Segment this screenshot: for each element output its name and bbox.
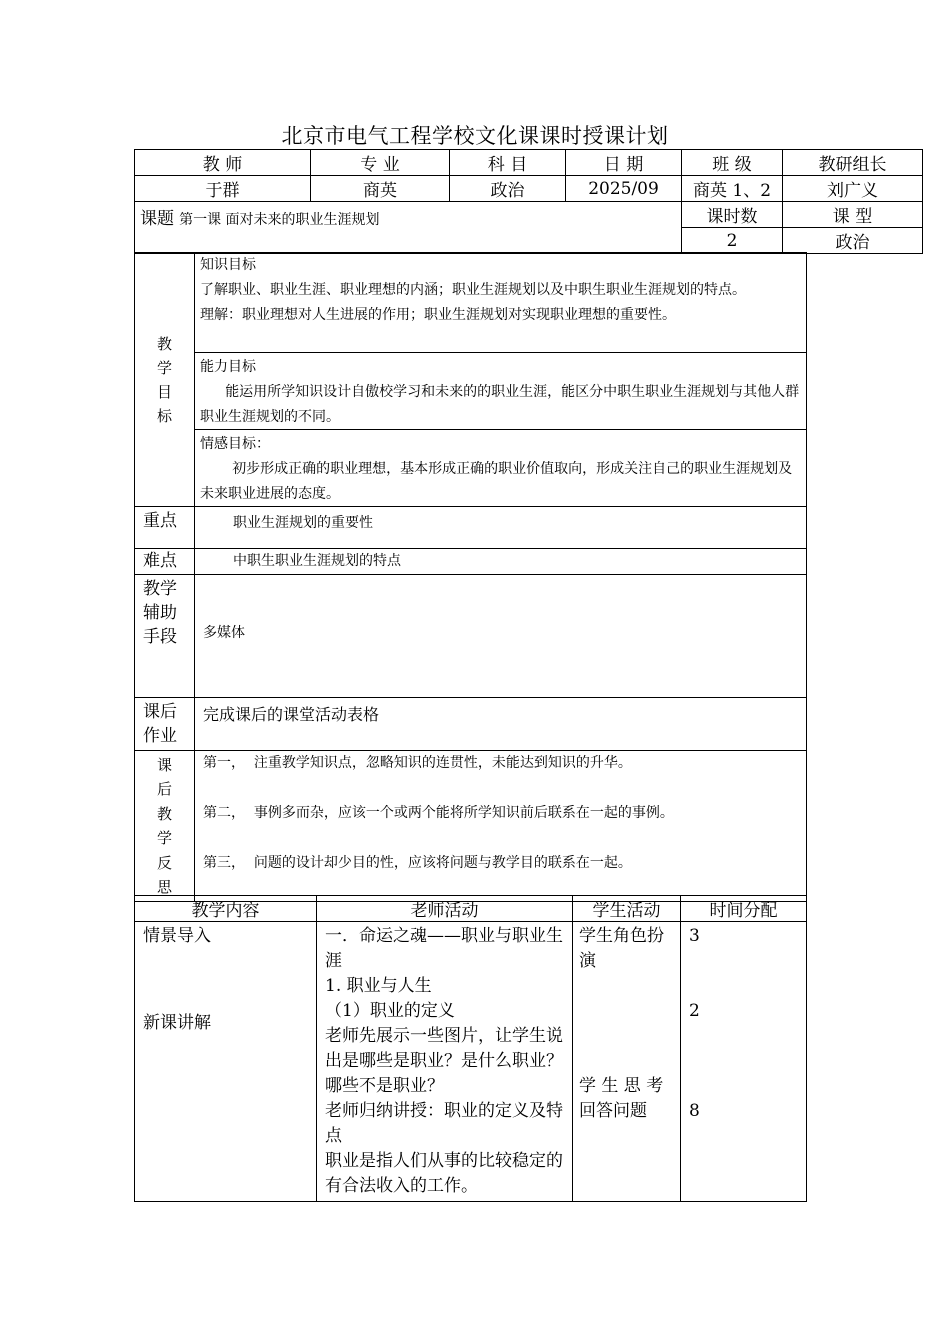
aids-label [135, 575, 195, 698]
date-value: 2025/09 [566, 176, 682, 202]
topic-row [135, 202, 923, 228]
homework-row [135, 698, 807, 751]
objectives-label-char: 目 [156, 382, 172, 401]
teacher-line: 职业是指人们从事的比较稳定的有合法收入的工作。 [325, 1151, 563, 1196]
objectives-label-char: 教 [156, 334, 172, 353]
reflection-label-char: 思 [156, 878, 172, 896]
reflection-content [195, 751, 807, 902]
emotion-text: 初步形成正确的职业理想，基本形成正确的职业价值取向，形成关注自己的职业生涯规划及未来职业进展的态度。 [200, 461, 793, 502]
topic-cell [135, 202, 682, 254]
reflection-label-char: 后 [156, 780, 172, 798]
reflection-row [135, 751, 807, 902]
knowledge-text-1: 了解职业、职业生涯、职业理想的内涵；职业生涯规划以及中职生职业生涯规划的特点。 [200, 282, 746, 298]
knowledge-objective [195, 253, 806, 353]
reflection-item: 第三， 问题的设计却少目的性，应该将问题与教学目的联系在一起。 [203, 855, 632, 871]
major-label: 专 业 [311, 150, 450, 176]
type-value: 政治 [783, 228, 923, 254]
time-cell [681, 922, 807, 1202]
class-label: 班 级 [682, 150, 783, 176]
type-label: 课 型 [783, 202, 923, 228]
key-point-text: 职业生涯规划的重要性 [195, 507, 807, 549]
objectives-content [195, 253, 807, 507]
homework-label-line: 作业 [143, 726, 177, 746]
ability-objective [195, 353, 806, 430]
major-value: 商英 [311, 176, 450, 202]
header-value-row [135, 176, 923, 202]
objectives-label-char: 标 [156, 406, 172, 425]
process-body-row [135, 922, 807, 1202]
subject-label: 科 目 [450, 150, 566, 176]
reflection-label [135, 751, 195, 902]
ability-title: 能力目标 [200, 359, 256, 375]
difficulty-text: 中职生职业生涯规划的特点 [195, 549, 807, 575]
date-label: 日 期 [566, 150, 682, 176]
hours-value: 2 [682, 228, 783, 254]
student-item-2: 学 生 思 考回答问题 [579, 1076, 664, 1121]
teacher-activity-header: 老师活动 [317, 896, 573, 922]
objectives-label-char: 学 [156, 358, 172, 377]
page-title: 北京市电气工程学校文化课课时授课计划 [281, 124, 669, 148]
process-table [134, 895, 807, 1202]
time-item: 8 [689, 1101, 700, 1121]
teacher-line: 一．命运之魂——职业与职业生涯 [325, 926, 563, 971]
key-point-label: 重点 [135, 507, 195, 549]
aids-label-line: 教学 [143, 579, 177, 599]
aids-label-line: 辅助 [143, 603, 177, 623]
reflection-label-char: 教 [156, 804, 172, 823]
student-activity-cell [573, 922, 681, 1202]
teacher-line: 老师归纳讲授：职业的定义及特点 [325, 1101, 563, 1146]
content-item-intro: 情景导入 [143, 926, 211, 946]
lesson-plan-table [134, 149, 923, 259]
ability-text: 能运用所学知识设计自傲校学习和未来的的职业生涯，能区分中职生职业生涯规划与其他人群职业生涯规划的不同。 [200, 384, 800, 425]
content-header: 教学内容 [135, 896, 317, 922]
teacher-value: 于群 [135, 176, 311, 202]
subject-value: 政治 [450, 176, 566, 202]
reflection-item: 第一， 注重教学知识点，忽略知识的连贯性，未能达到知识的升华。 [203, 755, 632, 771]
emotion-title: 情感目标： [200, 436, 270, 452]
teacher-activity-cell [317, 922, 573, 1202]
homework-label [135, 698, 195, 751]
head-label: 教研组长 [783, 150, 923, 176]
topic-text: 第一课 面对未来的职业生涯规划 [179, 212, 380, 228]
homework-text: 完成课后的课堂活动表格 [195, 698, 807, 751]
objectives-table [134, 252, 807, 902]
content-cell [135, 922, 317, 1202]
aids-row [135, 575, 807, 698]
header-label-row [135, 150, 923, 176]
difficulty-row [135, 549, 807, 575]
reflection-item: 第二， 事例多而杂，应该一个或两个能将所学知识前后联系在一起的事例。 [203, 805, 674, 821]
homework-label-line: 课后 [143, 702, 177, 722]
knowledge-text-2: 理解：职业理想对人生进展的作用；职业生涯规划对实现职业理想的重要性。 [200, 307, 676, 323]
teacher-line: 老师先展示一些图片，让学生说出是哪些是职业？是什么职业？哪些不是职业？ [325, 1026, 563, 1096]
content-item-new: 新课讲解 [143, 1013, 211, 1033]
hours-label: 课时数 [682, 202, 783, 228]
objectives-label [135, 253, 195, 507]
student-activity-header: 学生活动 [573, 896, 681, 922]
knowledge-title: 知识目标 [200, 257, 256, 273]
time-item: 2 [689, 1001, 700, 1021]
aids-text: 多媒体 [195, 575, 807, 698]
time-item: 3 [689, 926, 700, 946]
class-value: 商英 1、2 [682, 176, 783, 202]
reflection-label-char: 学 [156, 829, 172, 847]
difficulty-label: 难点 [135, 549, 195, 575]
reflection-label-char: 反 [156, 853, 172, 872]
key-point-row [135, 507, 807, 549]
emotion-objective [195, 430, 806, 506]
student-item-1: 学生角色扮演 [579, 926, 664, 971]
reflection-label-char: 课 [156, 755, 172, 774]
teacher-line: 1. 职业与人生 [325, 976, 432, 996]
process-header-row [135, 896, 807, 922]
topic-label: 课题 [140, 209, 174, 229]
teacher-label: 教 师 [135, 150, 311, 176]
objectives-row [135, 253, 807, 507]
time-header: 时间分配 [681, 896, 807, 922]
aids-label-line: 手段 [143, 627, 177, 647]
head-value: 刘广义 [783, 176, 923, 202]
teacher-line: （1）职业的定义 [325, 1001, 455, 1021]
